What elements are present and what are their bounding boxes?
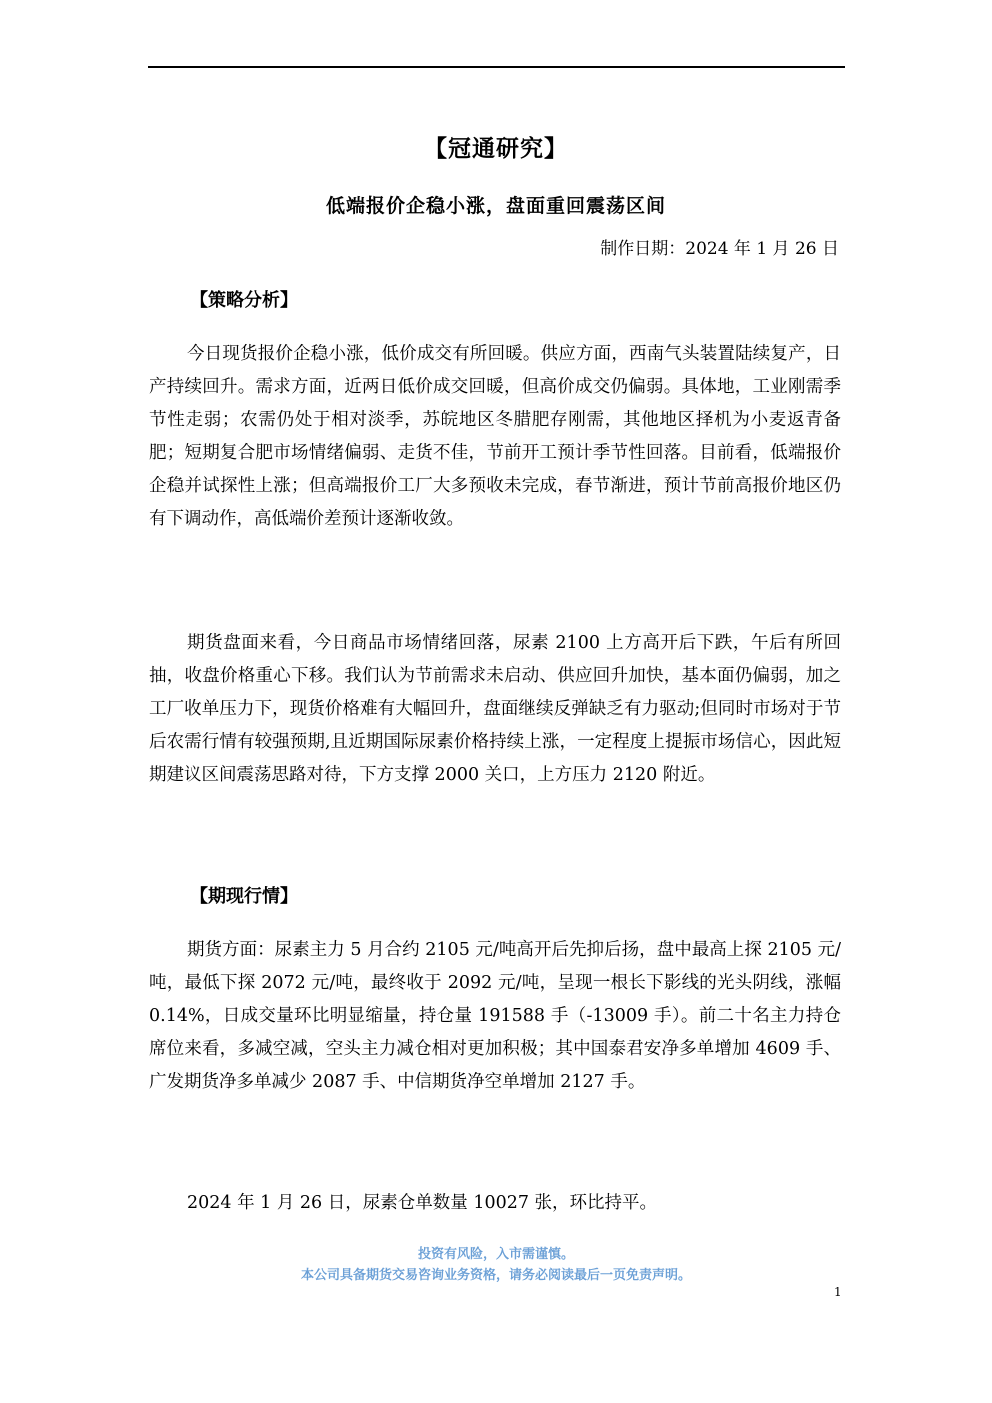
market-paragraph: 2024 年 1 月 26 日，尿素仓单数量 10027 张，环比持平。 bbox=[187, 1193, 658, 1213]
header-rule bbox=[148, 66, 845, 68]
market-paragraph: 期货方面：尿素主力 5 月合约 2105 元/吨高开后先抑后扬，盘中最高上探 2105 元/吨，最低下探 2072 元/吨，最终收于 2092 元/吨，呈现一根长下影线的光头阴线，涨幅 0.14%，日成交量环比明显缩量，持仓量 191588 手（-13009 手）。前二十名主力持仓席位来看，多减空减，空头主力减仓相对更加积极；其中国泰君安净多单增加 4609 手、广发期货净多单减少 2087 手、中信期货净空单增加 2127 手。 bbox=[149, 940, 841, 1092]
legal-notice: 本公司具备期货交易咨询业务资格，请务必阅读最后一页免责声明。 bbox=[300, 1268, 691, 1283]
strategy-paragraph: 期货盘面来看，今日商品市场情绪回落，尿素 2100 上方高开后下跌，午后有所回抽，收盘价格重心下移。我们认为节前需求未启动、供应回升加快，基本面仍偏弱，加之工厂收单压力下，现货价格难有大幅回升，盘面继续反弹缺乏有力驱动;但同时市场对于节后农需行情有较强预期,且近期国际尿素价格持续上涨，一定程度上提振市场信心，因此短期建议区间震荡思路对待，下方支撑 2000 关口，上方压力 2120 附近。 bbox=[149, 633, 841, 785]
org-title: 【冠通研究】 bbox=[424, 135, 568, 162]
page-number: 1 bbox=[834, 1285, 842, 1299]
report-date: 制作日期：2024 年 1 月 26 日 bbox=[600, 239, 839, 259]
strategy-paragraph: 今日现货报价企稳小涨，低价成交有所回暖。供应方面，西南气头装置陆续复产，日产持续回升。需求方面，近两日低价成交回暖，但高价成交仍偏弱。具体地，工业刚需季节性走弱；农需仍处于相对淡季，苏皖地区冬腊肥存刚需，其他地区择机为小麦返青备肥；短期复合肥市场情绪偏弱、走货不佳，节前开工预计季节性回落。目前看，低端报价企稳并试探性上涨；但高端报价工厂大多预收未完成，春节渐进，预计节前高报价地区仍有下调动作，高低端价差预计逐渐收敛。 bbox=[149, 344, 841, 529]
report-headline: 低端报价企稳小涨，盘面重回震荡区间 bbox=[325, 195, 666, 217]
section-heading-strategy: 【策略分析】 bbox=[190, 290, 298, 311]
risk-disclaimer: 投资有风险，入市需谨慎。 bbox=[417, 1247, 574, 1262]
section-heading-market: 【期现行情】 bbox=[190, 886, 298, 907]
